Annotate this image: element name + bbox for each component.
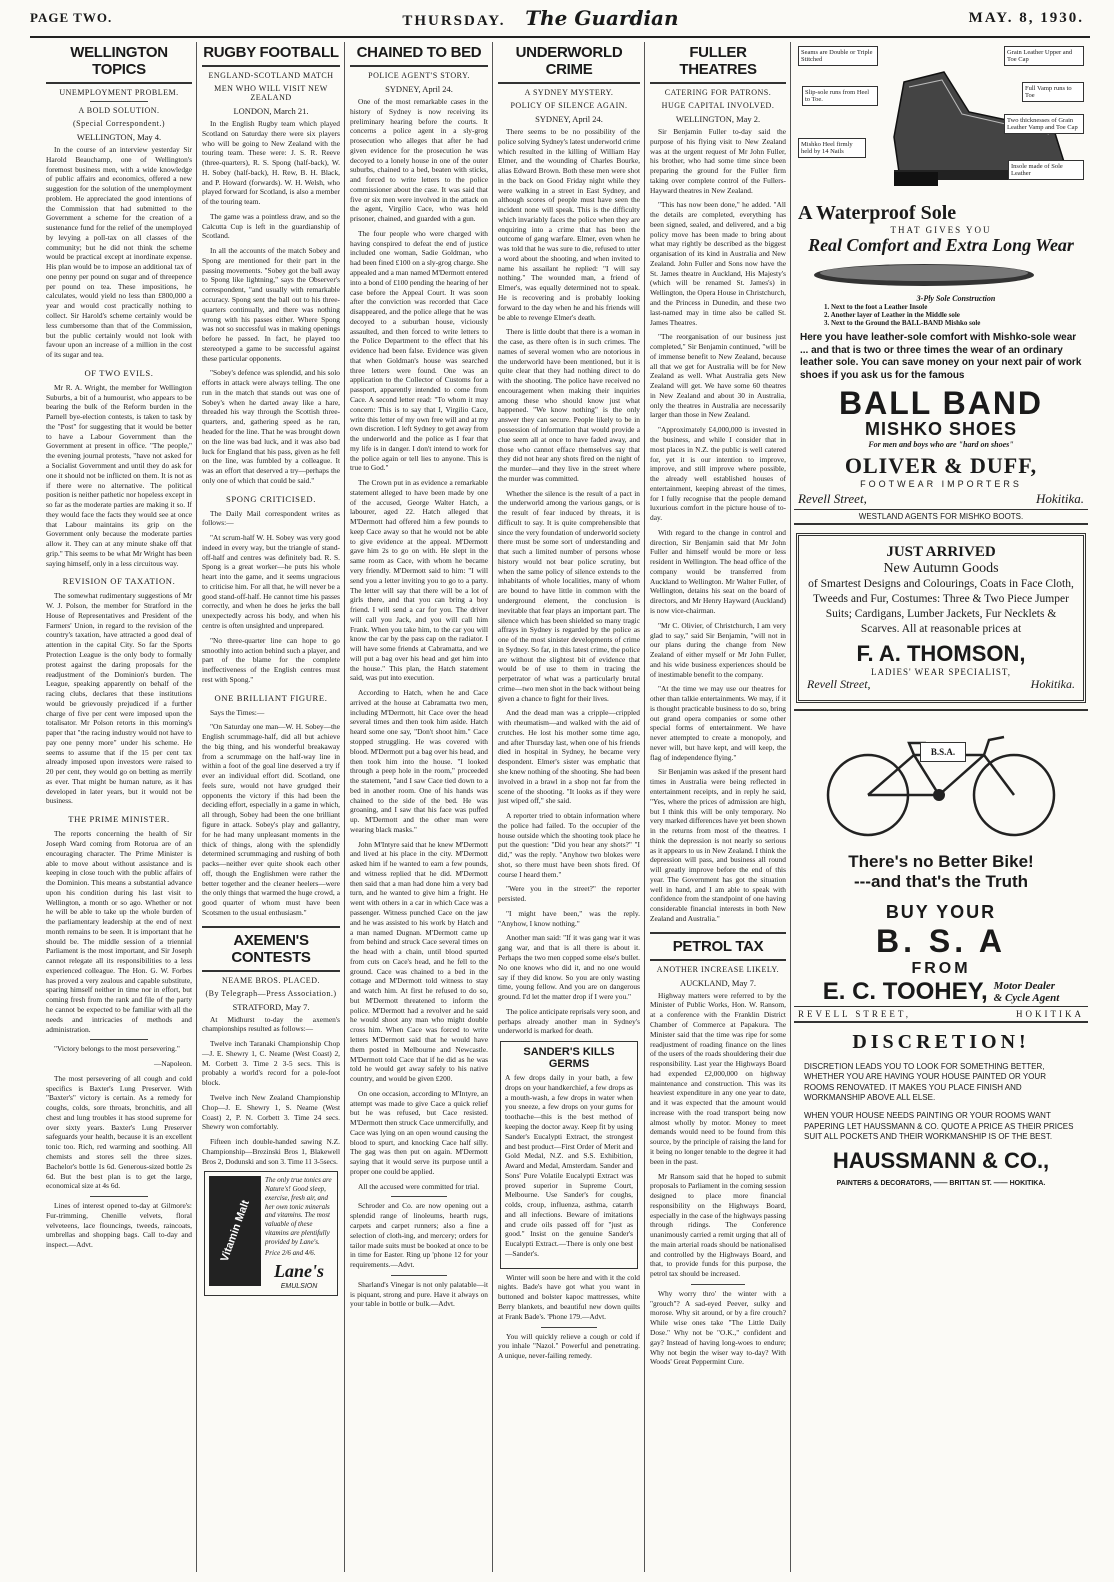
paragraph: With regard to the change in control and direction, Sir Benjamin said that Mr John Fuller and himself would be more or less resident in Wellington. The head office of the company would be transferred from Auckland to Wellington. Mr Walter Fuller, of Wellington, detains his seat on the board of directors, and Mr Henry Hayward (Auckland) is now vice-chairman. — [650, 527, 786, 615]
section-heading: REVISION OF TAXATION. — [62, 576, 176, 587]
ad-title: SANDER'S KILLS GERMS — [523, 1046, 615, 1071]
paragraph: Whether the silence is the result of a pact in the underworld among the various gangs, or is the result of fear induced by threats, it is difficult to say. It is quite comprehensible that since the very foundation of underworld society there must be some sort of understanding and that such a limited number of persons whose history would not bear police scrutiny, but when the same policy of silence extends to the inhabitants of whole localities, many of whom are bound to have little in common with the underground element, the conclusion is inevitable that fear plays an important part. The silence which has been shielded so many tragic affrays in Sydney is regarded by the police as one of the most sinister developments of crime in Sydney. So far, in this latest crime, the police are without the slightest bit of evidence that would be of use to them in tracing the perpetrator of what was a particularly brutal crime—two men shot in the back without being given a chance to fight for their lives. — [498, 488, 640, 703]
thomson-ad — [796, 533, 1086, 703]
column-fuller-theatres — [646, 42, 790, 1572]
advertisement-text: Sharland's Vinegar is not only palatable—it is piquant, strong and pure. Have it always on your table in bottle or bulk.—Advt. — [350, 1279, 488, 1309]
ad-tagline: For men and boys who are "hard on shoes" — [868, 440, 1014, 449]
paragraph: Twelve inch New Zealand Championship Chop—J. E. Shewry 1, S. Neame (West Coast) 2, P. N. Corbett 3. Time 24 secs. Shewry won comfortably. — [202, 1093, 340, 1132]
street: Revell Street, — [807, 676, 871, 691]
column-chained-to-bed — [346, 42, 492, 1572]
paragraph: "At the time we may use our theatres for other than talkie entertainments. We may, if it is thought practicable business to do so, bring out grand opera companies or some other special forms of entertainment. We have never attempted to create a monopoly, and never will, but have kept, and will keep, the flag of independence flying." — [650, 684, 786, 762]
paragraph: "At scrum-half W. H. Sobey was very good indeed in every way, but the triangle of stand-off-half and centres was definitely bad. R. S. Spong is a great worker—he puts his whole heart into the game, and it seems ungracious to criticise him. For all that, he will never be a good stand-off-half. He cannot time his passes correctly, and when he does he jerks the ball unexpectedly across his body, and when his centre is often unsighted and unprepared. — [202, 533, 340, 630]
callout-grain-leather: Grain Leather Upper and Toe Cap — [1004, 46, 1084, 66]
column-divider — [196, 42, 197, 1572]
divider — [391, 1275, 446, 1276]
ad-brand-banner: Vitamin Malt — [218, 1198, 252, 1264]
dealer-address — [794, 1006, 1088, 1023]
paragraph: In the course of an interview yesterday Sir Harold Beauchamp, one of Wellington's foremost business men, with a wide knowledge of public affairs and economics, offered a new suggestion for the solution of the unemployment problem. He appreciated the good intentions of the Commission that had submitted to the Government a scheme for the creation of a sustenance fund for the relief of the unemployed by levying a poll-tax on all classes of the community; but he did not think the scheme would be practical except at inordinate expense. His plan would be to impose an additional tax of one penny per pound on sugar and of threepence per pound on tea. These impositions, he calculates, would yield no less than £800,000 a year and would cost practically nothing to collect. Sir Harold's scheme certainly would be less cumbersome than that of the Commission, but the public certainly would not look with favour upon an increase of a million in the cost of its sugar and tea. — [46, 145, 192, 360]
article-headline: RUGBY FOOTBALL — [202, 44, 340, 67]
paper-title — [402, 6, 678, 30]
paragraph: "I might have been," was the reply. "Anyhow, I know nothing." — [498, 908, 640, 928]
ad-body: of Smartest Designs and Colourings, Coats in Face Cloth, Tweeds and Fur, Costumes: Three & Two Piece Jumper Suits; Cardigans, Lumber Jackets, Fur Necklets & Scarves. All at reasonable prices at — [808, 578, 1074, 635]
merchant-address — [807, 677, 1075, 692]
paragraph: A reporter tried to obtain information where the police had failed. To the occupier of the house outside which the shooting took place he put the question: "Did you hear any shots?" "I did," was the reply. "Anyhow two blokes were shot, so there must have been shots fired. Of course I heard them." — [498, 811, 640, 879]
ad-text: The only true tonics are Nature's! Good sleep, exercise, fresh air, and her own tonic minerals and vitamins. The most valuable of these vitamins are plentifully provided by Lane's. — [265, 1176, 332, 1246]
article-headline: FULLER THEATRES — [650, 44, 786, 84]
paragraph: "The reorganisation of our business just completed," Sir Benjamin continued, "will be of immense benefit to New Zealand, because all that we get for Australia will be for New Zealand as well. What Australia gets New Zealand will get. We have some 60 theatres in New Zealand and about 30 in Australia, only the theatres in Australia are necessarily larger than those in New Zealand. — [650, 332, 786, 420]
paragraph: "Were you in the street?" the reporter persisted. — [498, 884, 640, 904]
from: FROM — [911, 959, 971, 977]
article-subhead: ENGLAND-SCOTLAND MATCH — [208, 71, 334, 80]
paragraph: "Mr C. Olivier, of Christchurch, I am very glad to say," said Sir Benjamin, "will not in our plans during the change from New Zealand of either myself or Mr John Fuller, and his wide business experiences should be of inestimable benefit to the company. — [650, 620, 786, 679]
column-divider — [644, 42, 645, 1572]
dealer-trade: FOOTWEAR IMPORTERS — [860, 479, 1022, 489]
article-subhead: HUGE CAPITAL INVOLVED. — [661, 101, 775, 110]
bsa-brand: B. S. A — [876, 922, 1006, 959]
paragraph: "Sobey's defence was splendid, and his solo efforts in attack were always telling. The one run in the match that stands out was one of Sobey's when he darted away like a hare, threaded his way through the Scottish three-quarters, and, gathering speed as he ran, headed for the line. That he was brought down on the line was bad luck, and it was also bad luck for England that his pass, given as he fell on the line, was fumbled by a colleague. It was an effort that deserved a try—perhaps the only one of which that could be said." — [202, 368, 340, 485]
paragraph: At Midhurst to-day the axemen's championships resulted as follows:— — [202, 1014, 340, 1034]
street: Revell Street, — [798, 491, 867, 506]
ad-headline: A Waterproof Sole — [798, 202, 957, 224]
article-headline: AXEMEN'S CONTESTS — [202, 926, 340, 972]
ad-headline: JUST ARRIVED — [886, 544, 996, 560]
section-heading: OF TWO EVILS. — [84, 367, 154, 378]
divider — [541, 1327, 598, 1328]
weekday: THURSDAY. — [402, 13, 506, 29]
ad-body: WHEN YOUR HOUSE NEEDS PAINTING OR YOUR ROOMS WANT PAPERING LET HAUSSMANN & CO. QUOTE A PRICE AS THEIR PRICES SUIT ALL POCKETS AND THEIR WORKMANSHIP IS OF THE BEST. — [804, 1111, 1074, 1142]
paragraph: Another man said: "If it was gang war it was gang war, and that is all there is about it. Perhaps the two men copped some else's bullet. No one knows who did it, and no one would say if they did know. So you are only wasting time, young fellow. And you are on dangerous ground. I'd let the matter drop if I were you." — [498, 933, 640, 1002]
buy-your: BUY YOUR — [885, 901, 997, 922]
merchant-trade: LADIES' WEAR SPECIALIST, — [870, 666, 1012, 677]
business-name: HAUSSMANN & CO., — [832, 1148, 1050, 1174]
paragraph: Mr R. A. Wright, the member for Wellington Suburbs, a bit of a humourist, who appears to be bearing the bulk of the Reform burden in the Parnell bye-election contests, is taken to task by the "Post" for suggesting that it would be better to have a Labour Government than the Government at present in office. "The people," the evening journal protests, "have not asked for a Socialist Government and until they do ask for one it should not be inflicted on them. It is not as if there were no alternative. The political position is neither pathetic nor hopeless except in so far as the moderate parties are making it so. If they would face the facts they would see at once that Labour maintains its grip on the Government only because the moderate parties allow it. They can at any minute shake off that grip." This seems to be what Mr Wright has been saying himself, only in a less circuitous way. — [46, 382, 192, 568]
bsa-ad — [794, 709, 1088, 1023]
article-subhead: UNEMPLOYMENT PROBLEM. — [59, 88, 179, 97]
divider — [691, 1284, 745, 1285]
paragraph: John M'Intyre said that he knew M'Dermott and lived at his place in the city. M'Dermott asked him if he wanted to earn a few pounds, and witness replied that he did. M'Dermott then said that a man had done him a very bad turn, and he wanted to give him a fright. He went with others in a car in which Cace was a passenger. Witness punched Cace on the jaw and he was assisted to his work by Hatch and a man named Dugnan. M'Dermott came up from behind and struck Cace several times on the head with a chain, until blood spurted from cuts on Cace's head, and he fell to the ground. Cace was chained to a bed in the cottage and M'Dermott told witness to stay and watch him. At first he refused to do so, but M'Dermott threatened to inform the police. M'Dermott had a revolver and he said he would shoot any man who might double cross him. When Cace was forced to write letters M'Dermott said that he would have them posted in Melbourne and Newcastle. M'Dermott told Cace that if he did as he was told he would get away safely to his native country, and would be given £200. — [350, 839, 488, 1084]
town: Hokitika. — [1035, 491, 1084, 506]
dateline: AUCKLAND, May 7. — [679, 977, 757, 988]
ad-copy — [265, 1176, 333, 1291]
mishko-shoes-logo: MISHKO SHOES — [864, 419, 1018, 439]
quote: "Victory belongs to the most persevering." — [54, 1044, 180, 1054]
sanders-ad — [500, 1041, 638, 1269]
paragraph: There seems to be no possibility of the police solving Sydney's latest underworld crime which resulted in the killing of William Hay Elmer, and the wounding of Charles Bourke, alias Edward Brown. Both these men were shot in the back on Good Friday night while they were walking in a street in East Sydney, and although scores of people must have seen the incident none will speak. This is the difficulty which invariably faces the police when they are enquiring into a crime that has been the outcome of gang warfare. Elmer, even when he was told that he was sure to die, refused to utter a word about the shooting, and when invited to name his assailant he replied: "I will say nothing." The wounded man, a friend of Elmer's, was equally determined not to speak. He is recovering and is probably looking forward to the day when he and his friends will be able to revenge Elmer's death. — [498, 127, 640, 322]
paragraph: Sir Benjamin was asked if the present hard times in Australia were being reflected in entertainment receipts, and in reply he said, "Yes, where the prices of admission are high, but I think this will be only temporary. No very marked differences have yet been shown in the returns from most of the theatres. I think the depression is not nearly so serious as it appears to us in New Zealand. I think the depression will pass, and business all round will greatly improve before the end of this year. The Government has got the situation well in hand, and I am able to speak with confidence from the standpoint of one having considerable financial interests in both New Zealand and Australia." — [650, 767, 786, 923]
dealer-role: & Cycle Agent — [993, 991, 1060, 1004]
column-advertisements — [792, 42, 1090, 1572]
divider — [90, 101, 148, 102]
paragraph: On one occasion, according to M'Intyre, an attempt was made to give Cace a quick relief but he was refused, but Cace resisted. M'Dermott then struck Cace unmercifully, and Cace was lying on an open wound causing the blood to spurt, and knocking Cace half silly. The gag was then put on again. M'Dermott saying that it would serve its purpose until a proper one could be applied. — [350, 1088, 488, 1176]
ad-price: Price 2/6 and 4/6. — [265, 1249, 316, 1258]
article-subhead: ANOTHER INCREASE LIKELY. — [656, 964, 780, 974]
dealer-name: E. C. TOOHEY, — [822, 977, 988, 1005]
dateline: WELLINGTON, May 4. — [76, 132, 162, 142]
paragraph: Says the Times:— — [210, 707, 265, 717]
article-headline: CHAINED TO BED — [350, 44, 488, 67]
paragraph: Highway matters were referred to by the Minister of Public Works, Hon. W. Ransom, at a conference with the Franklin District Chamber of Commerce at Papakura. The Minister said that the time was ripe for some readjustment of roading finance on the lines of the users of the roads shouldering their due responsibility. Last year the Highways Board had expended £2,000,000 on highway maintenance and construction. This was its heaviest expenditure in any one year to date, and it was expected that the amount would increase with the road transport being now almost wholly by motor. Money to meet demands would need to be found from this source, by the principle of raising the land for it being no longer tenable to the degree it had been in the past. — [650, 990, 786, 1166]
paragraph: The Crown put in as evidence a remarkable statement alleged to have been made by one of the accused, George Walter Hatch, a labourer, aged 22. Hatch alleged that M'Dermott had offered him a few pounds to keep Cace away so that he would not be able to give evidence at the appeal. M'Dermott gave him 2s to go on with. He slept in the same room as Cace, with whom he became very friendly. M'Dermott said to him: "I will send you a letter inviting you to go to a party. The letter will say that there will be a lot of girls there, and that you can bring a boy friend. I will send a car for you. The driver will call you Jack, and you will call him Frank. When you take him, to the car you will know the car by the pass cap on the radiator. I will have some friends at Cabramatta, and we will put a bag over his head and get him into the house." This plan, the Hatch statement said, was put into execution. — [350, 478, 488, 683]
section-heading: THE PRIME MINISTER. — [68, 814, 170, 825]
paragraph: All the accused were committed for trial. — [358, 1181, 480, 1191]
column-rugby-football — [198, 42, 344, 1572]
paragraph: "No three-quarter line can hope to go smoothly into action behind such a player, and part of the blame for the complete ineffectiveness of the English centres must rest with Spong." — [202, 635, 340, 684]
ad-headline: DISCRETION! — [852, 1030, 1030, 1053]
byline: (By Telegraph—Press Association.) — [205, 988, 337, 998]
masthead — [0, 0, 1114, 36]
column-divider — [492, 42, 493, 1572]
paper-logo: The Guardian — [525, 6, 679, 30]
sole-illustration — [794, 260, 1086, 290]
advertisement-text: Why worry thro' the winter with a "grouch"? A sad-eyed Peever, sulky and morose. Why sit around, or by a fire crouch? While wise ones take "The Little Daily Dose." Why not be "O.K.," confident and gay? Instead of having long-woes to endure; Why not begin the wiser way to-day? With Woods' Great Peppermint Cure. — [650, 1288, 786, 1367]
article-subhead: A SYDNEY MYSTERY. — [524, 88, 614, 97]
article-subhead: A BOLD SOLUTION. — [78, 106, 160, 115]
section-heading: SPONG CRITICISED. — [226, 493, 316, 504]
callout-slip-sole: Slip-sole runs from Heel to Toe. — [802, 86, 878, 106]
paragraph: The somewhat rudimentary suggestions of Mr W. J. Polson, the member for Stratford in the House of Representatives and President of the Farmers' Union, in regard to the revision of the country's taxation, have attracted a good deal of attention in the capital City. So far the Sports Protection League is the only body to formally protest against the daring proposals for the readjustment of the Dominion's burden. The League, speaking apparently on behalf of the racing clubs, declares that these institutions would be grievously prejudiced if a further charge of five per cent were imposed upon the totalisator. Mr Polson retorts in this morning's paper that "the racing industry would not have to pay one penny more" under his scheme. He seems to assume that if the 15 per cent tax already imposed upon investors were raised to 20 per cent, they would go on betting as merrily as ever. That might be human nature, as it has developed in later years, but it would not be business. — [46, 591, 192, 806]
divider — [391, 1196, 446, 1197]
paragraph: In all the accounts of the match Sobey and Spong are mentioned for their part in the passing movements. "Sobey got the ball away to Spong like lightning," says the Observer's correspondent, "and usually with remarkable accuracy. Spong sent the ball out to his three-quarters continually, and there was nothing wrong with his passes either. Where Spong was not so successful was in making openings before he passed. In fact, he played too stereotyped a game to be successful against these particular opponents. — [202, 246, 340, 363]
ply-title: 3-Ply Sole Construction — [916, 294, 996, 303]
page-number: PAGE TWO. — [30, 10, 113, 25]
callout-seams: Seams are Double or Triple Stitched — [798, 46, 878, 66]
article-headline: WELLINGTON TOPICS — [46, 44, 192, 84]
article-subhead: POLICE AGENT'S STORY. — [368, 71, 470, 80]
ad-headline: Real Comfort and Extra Long Wear — [808, 235, 1074, 255]
article-subhead: POLICY OF SILENCE AGAIN. — [510, 101, 628, 110]
dateline: STRATFORD, May 7. — [232, 1001, 310, 1012]
ad-headline: There's no Better Bike! — [848, 851, 1034, 871]
article-subhead: NEAME BROS. PLACED. — [222, 975, 320, 985]
callout-two-thicknesses: Two thicknesses of Grain Leather Vamp and Toe Cap — [1004, 114, 1084, 134]
ad-subheadline: ---and that's the Truth — [853, 871, 1029, 891]
masthead-rule — [30, 36, 1090, 38]
dealer-name: OLIVER & DUFF, — [844, 453, 1038, 478]
article-subhead: CATERING FOR PATRONS. — [664, 88, 772, 97]
ad-text: A few drops daily in your bath, a few drops on your handkerchief, a few drops as a mouth-wash, a few drops in water when you sneeze, a few drops on your gums for toothache—this is the best method of keeping the doctor away. Keep fit by using Sander's Eucalypti Extract, the strongest and best product—First Order of Merit and Gold Medal, N.Z. and S.S. Exhibition, Award and Medal, Amsterdam. Sander and Sons' Pure Volatile Eucalypti Extract was proved superior in Supreme Court, Melbourne. Use Sander's for coughs, colds, croup, influenza, asthma, catarrh and all infections. Beware of imitations and crude oils passed off for "just as good." Insist on the genuine Sander's Eucalypti Extract.—There is only one best—Sander's. — [505, 1073, 633, 1258]
column-divider — [790, 42, 791, 1572]
paragraph: There is little doubt that there is a woman in the case, as there often is in such crimes. The names of several women who are notorious in the underworld have been mentioned, but it is quite clear that they had nothing direct to do with the shooting. The police have received no encouragement when making their inquiries among these who should know just what happened. "We know nothing" is the only answer they can secure. People likely to be in possession of information that would provide a clue seem all at once to have faded away, and those who cannot efface themselves say that they did not hear any shots fired on the night of the murder—and they live in the street where the murder was committed. — [498, 327, 640, 483]
column-divider — [344, 42, 345, 1572]
vitamin-malt-banner — [209, 1176, 261, 1286]
bicycle-illustration — [794, 715, 1086, 845]
callout-insole: Insole made of Sole Leather — [1008, 160, 1084, 180]
dateline: SYDNEY, April 24. — [385, 84, 453, 94]
dateline: LONDON, March 21. — [233, 106, 309, 116]
dealer-block — [794, 978, 1088, 1006]
callout-mishko-heel: Mishko Heel firmly held by 14 Nails — [798, 138, 866, 158]
paragraph: "Approximately £4,000,000 is invested in the business, and while I consider that in most places in N.Z. the public is well catered for, yet it is our intention to improve, improve, and still improve where possible, the already well established houses of entertainment, keeping abreast of the times, for I fully recognise that the people demand luxurious comfort in the picture house of to-day. — [650, 425, 786, 523]
article-headline: PETROL TAX — [650, 932, 786, 961]
article-subhead: MEN WHO WILL VISIT NEW ZEALAND — [214, 84, 328, 102]
byline: (Special Correspondent.) — [73, 119, 165, 128]
paragraph: One of the most remarkable cases in the history of Sydney is now receiving its preliminary hearing before the courts. It concerns a police agent in a sly-grog prosecution who alleges that after he had given evidence for the prosecution he was decoyed to a lonely house in one of the outer suburbs, chained to a bed, beaten with sticks, and forced to write letters to the police commissioner about the case. It was said that five or six men were involved in the attack on the agent, Virgilio Cace, who was held prisoner, chained, and guarded with a gun. — [350, 97, 488, 224]
dealer-role: Motor Dealer — [993, 979, 1056, 992]
paragraph: Twelve inch Taranaki Championship Chop—J. E. Shewry 1, C. Neame (West Coast) 2, M. Corbett 3. Time 2 3-5 secs. This is probably a world's record for a pole-foot block. — [202, 1039, 340, 1088]
business-footer: PAINTERS & DECORATORS, —— BRITTAN ST. —— HOKITIKA. — [836, 1180, 1046, 1188]
ply-item: 1. Next to the foot a Leather Insole — [824, 303, 928, 311]
street: REVELL STREET, — [798, 1008, 911, 1019]
ad-subheadline: New Autumn Goods — [883, 561, 999, 576]
paragraph: The Daily Mail correspondent writes as follows:— — [202, 508, 340, 528]
paragraph: And the dead man was a cripple—crippled with rheumatism—and walked with the aid of crutches. He lost his mother some time ago, and after Thursday last, when one of his friends died in hospital in Sydney, he became very despondent. Elmer's sister was emphatic that she knew nothing of the shooting. She had been involved in a brawl in a shop not far from the scene of the shooting. "It looks as if they were just wiped off," she said. — [498, 708, 640, 806]
merchant-name: F. A. THOMSON, — [856, 640, 1026, 666]
paragraph: Sir Benjamin Fuller to-day said the purpose of his flying visit to New Zealand was at the urgent request of Mr John Fuller, his brother, who had some time since been preparing the ground for the Fuller firm taking over complete control of the Fullers-Hayward theatres in New Zealand. — [650, 127, 786, 195]
bsa-badge: B.S.A. — [920, 742, 966, 762]
sole-construction-list — [824, 294, 1088, 327]
boot-ad-illustration — [794, 42, 1088, 202]
column-underworld-crime — [494, 42, 644, 1572]
dealer-address — [798, 491, 1084, 507]
paragraph: The four people who were charged with having conspired to defeat the end of justice included one woman, Sadie Goldman, who had been fined £100 on a sly-grog charge. She appealed and a man named M'Dermott entered into a bond of £100 pending the hearing of her case before the Appeal Court. It was soon after the conviction was recorded that Cace disappeared, and the police allege that he was decoyed to a suburban house, viciously assaulted, and then forced to write letters to the Police Department to the effect that his evidence had been false. Evidence was given that when Goldman's house was searched three letters were found. One was an application to the Collector of Customs for a passport, apparently intended to come from Cace. A second letter read: "To whom it may concern: This is to say that I, Virgilio Cace, write this letter of my own free will and at my own discretion. I left Sydney to get away from the underworld and the police as I fear that my life is in danger. I don't intend to work for the police again or tell lies to anyone. This is true to God." — [350, 228, 489, 473]
ply-item: 3. Next to the Ground the BALL-BAND Mishko sole — [824, 319, 981, 327]
divider — [90, 1196, 148, 1197]
ad-body: Here you have leather-sole comfort with Mishko-sole wear ... and that is two or three times the wear of an ordinary leather sole. You can save money on your next pair of work shoes if you ask us for the famous — [800, 332, 1082, 381]
town: HOKITIKA — [1016, 1008, 1084, 1019]
paragraph: The police anticipate reprisals very soon, and perhaps already another man in Sydney's underworld is marked for death. — [498, 1006, 641, 1036]
callout-full-vamp: Full Vamp runs to Toe — [1022, 82, 1084, 102]
advertisement-text: Schroder and Co. are now opening out a splendid range of linoleums, hearth rugs, carpets and carpet runners; also a fine a selection of cloth-ing, and mercery; orders for tailor made suits must be booked at once to be in time for Easter. Ring up 'phone 12 for your requirements.—Advt. — [350, 1201, 488, 1270]
article-headline: UNDERWORLD CRIME — [498, 44, 640, 84]
paragraph: "On Saturday one man—W. H. Sobey—the English scrummage-half, did all but achieve the big thing, and his wonderful breakaway from a scrummage on the half-way line in within a foot of the goal line deserved a try if ever an individual effort did. Scotland, one feels sure, would not have grudged their opponents the victory if this had been the deciding effort, especially in a game in which, all through, Sobey had been the one brilliant figure in attack. Sobey's play and gallantry, for he had many unpleasant moments in the thick of things, along with the splendidly determined scrummaging and rushing of both packs—neither ever quite shook each other off, though the Englishmen were rather the better together and the cleaner heelers—were the only things that warmed the huge crowd, a good quarter of whom must have been Scotsmen to the usual enthusiasm." — [202, 722, 340, 917]
divider — [90, 1039, 148, 1040]
dealer-roles — [994, 980, 1060, 1004]
advertisement-text: Winter will soon be here and with it the cold nights. Bade's have got what you want in buttoned and bolster kapoc mattresses, white Berry blankets, and beautiful new down quilts at Frank Bade's. 'Phone 179.—Advt. — [498, 1272, 640, 1321]
paragraph: According to Hatch, when he and Cace arrived at the house at Cabramatta two men, including M'Dermott, hit Cace over the head several times and then took him aside. Hatch heard some one say, "Don't shoot him." Cace stopped struggling. He was covered with blood. M'Dermott put a bag over his head, and then took him into the house. "I looked through a peep hole in the room," proceeded the statement, "and I saw Cace tied down to a bed in another room. One of his hands was chained to the side of the bed. He was groaning, and I saw that his face was puffed up. M'Dermott and the other man were wearing black masks." — [350, 688, 488, 834]
paragraph: Fifteen inch double-handed sawing N.Z. Championship—Brezinski Bros 1, Blakewell Bros 2, Dodunski and son 3. Time 11 3-5secs. — [202, 1137, 340, 1166]
advertisement-text: The most persevering of all cough and cold specifics is Baxter's Lung Preserver. With "Baxter's" victory is certain. As a remedy for coughs, colds, sore throats, bronchitis, and all chest and lung troubles it has stood supreme for over sixty years. Baxter's Lung Preserver safeguards your health, because it is an excellent tonic too. Rich, red warming and soothing. All chemists and stores sell the three sizes. Bachelor's bottle 1s 6d. Generous-sized bottle 2s 6d. But the best plan is to get the large, economical size at 4s 6d. — [46, 1073, 192, 1191]
section-heading: ONE BRILLIANT FIGURE. — [214, 692, 328, 703]
ad-subheadline: THAT GIVES YOU — [890, 225, 992, 235]
issue-date: MAY. 8, 1930. — [968, 9, 1084, 26]
paragraph: Mr Ransom said that he hoped to submit proposals to Parliament in the coming session designed to place more financial responsibility on the Highways Board, especially in the case of the highways passing through ridings. The Conference unanimously carried a remit urging that all of the main arterial roads should be nationalised and controlled by the Highways Board, and that, to provide funds for this purpose, the petrol tax should be increased. — [650, 1171, 786, 1279]
paragraph: In the English Rugby team which played Scotland on Saturday there were six players who will be going to New Zealand with the touring team. These were: J. S. R. Reeve (three-quarters), R. S. Spong (half-back), W. H. Sobey (half-back), H. Rew, B. H. Black, and P. Howard (forwards). W. H. Welsh, who played forward for Scotland, is also a member of the touring team. — [202, 119, 340, 207]
paragraph: The reports concerning the health of Sir Joseph Ward coming from Rotorua are of an encouraging character. The Prime Minister is able to move about without assistance and is keeping in close touch with the public affairs of the Dominion. This means a substantial advance upon his condition during his last visit to Wellington, a month or so ago. Whether or not he will be able to take up the whole burden of the parliamentary leadership at the end of next month remains to be seen. It is important that he should be. The middle session of a triennial Parliament is the most important, and Sir Joseph cannot relegate all its responsibilities to a less experienced colleague. The Hon. G. W. Forbes has proved a very zealous and capable substitute, sparing himself neither in time nor in effort, but coming fresh from the rank and file of the party he cannot be expected to be familiar with all the needs and intricacies of methods and administration. — [46, 829, 192, 1034]
dateline: WELLINGTON, May 2. — [675, 114, 761, 124]
agents-line: WESTLAND AGENTS FOR MISHKO BOOTS. — [794, 509, 1088, 525]
advertisement-text: You will quickly relieve a cough or cold if you inhale "Nazol." Powerful and penetrating. A unique, never-failing remedy. — [498, 1331, 640, 1361]
paragraph: "This has now been done," he added. "All the details are completed, everything has been signed, sealed, and delivered, and a big policy move has been made to bring about what may rightly be described as the biggest organisation of its kind in Australia and New Zealand. John Fuller and Sons now have the St. James theatre in Auckland, His Majesty's (which will be renamed St. James's) in Wellington, the Opera House in Christchurch, and the Princess in Dunedin, and these two last-named may in time also be called St. James Theatres. — [650, 200, 786, 327]
lanes-emulsion-ad — [204, 1171, 338, 1296]
column-wellington-topics — [42, 42, 196, 1572]
ad-body: DISCRETION LEADS YOU TO LOOK FOR SOMETHING BETTER, WHETHER YOU ARE HAVING YOUR HOUSE PAINTED OR YOUR ROOMS RENOVATED. IT MAKES YOU PLACE FINISH AND WORKMANSHIP ABOVE ALL ELSE. — [804, 1061, 1046, 1102]
ball-band-logo: BALL BAND — [838, 385, 1044, 421]
advertisement-text: Lines of interest opened to-day at Gilmore's: Fur-trimming, Chenille velvets, floral velveteens, lace flouncings, tweeds, raincoats, umbrellas and shopping bags. Call to-day and inspect.—Advt. — [46, 1201, 192, 1250]
dateline: SYDNEY, April 24. — [535, 114, 603, 124]
quote-author: —Napoleon. — [154, 1059, 192, 1069]
haussmann-ad — [794, 1031, 1088, 1188]
paragraph: The game was a pointless draw, and so the Calcutta Cup is left in the guardianship of Scotland. — [202, 211, 340, 241]
ad-brand-subtitle: EMULSION — [280, 1282, 318, 1290]
ad-brand: Lane's — [273, 1261, 324, 1282]
town: Hokitika. — [1030, 676, 1075, 691]
ply-item: 2. Another layer of Leather in the Middle sole — [824, 311, 960, 319]
